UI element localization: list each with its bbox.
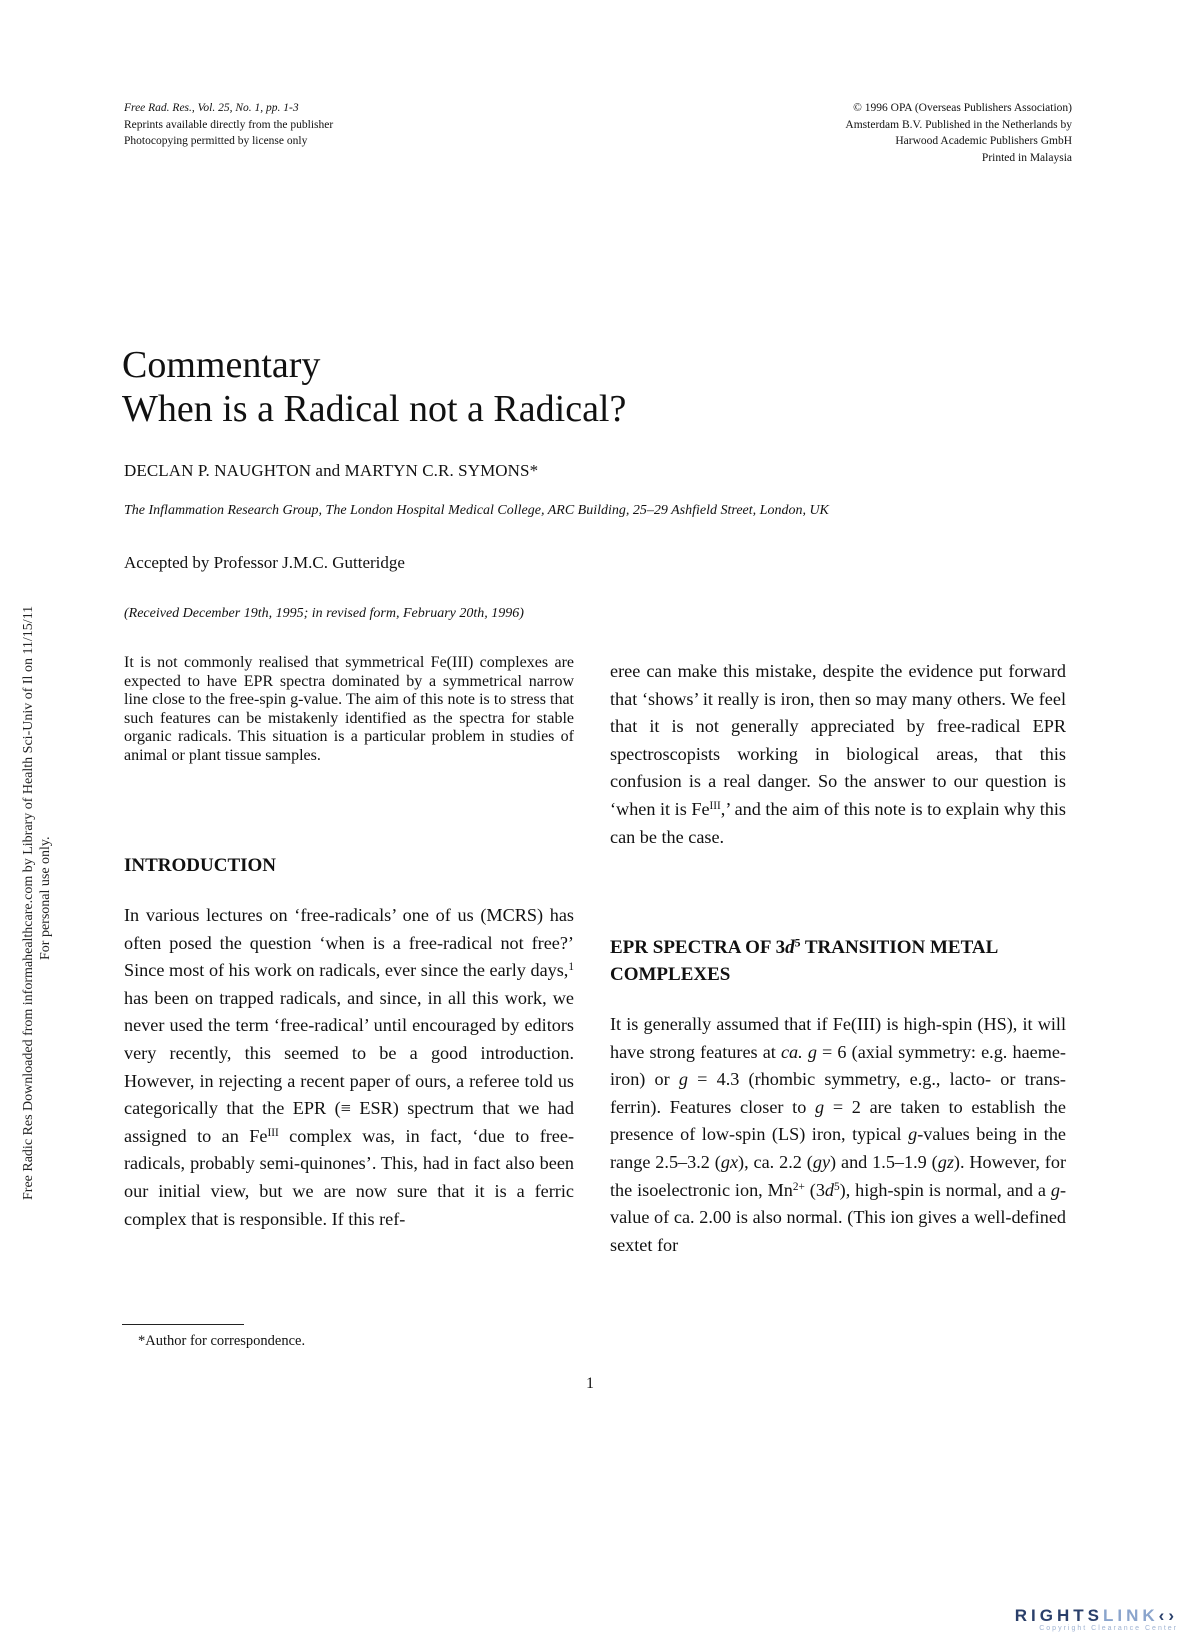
footnote-correspondence: *Author for correspondence. (138, 1333, 306, 1349)
rightslink-logo[interactable] (1015, 1606, 1178, 1632)
epr-spectra-paragraph: It is generally assumed that if Fe(III) is high-spin (HS), it will have strong features at ca. g = 6 (axial symmetry: e.g. haeme-iron) or g = 4.3 (rhombic symmetry, e.g., lacto- or trans-ferrin). Features closer to g = 2 are taken to establish the presence of low-spin (LS) iron, typical g-values being in the range 2.5–3.2 (gx), ca. 2.2 (gy) and 1.5–1.9 (gz). However, for the isoelectronic ion, $Mn^{2+}$ $(3d^5)$, high-spin is normal, and a g-value of ca. 2.00 is also normal. (This ion gives a well-defined sextet for (610, 1014, 1067, 1255)
download-notice (20, 606, 54, 1200)
rightslink-arrows-icon: ‹› (1158, 1606, 1178, 1625)
article-title (122, 343, 626, 431)
download-notice-line-2: For personal use only. (38, 836, 53, 960)
photocopy-note: Photocopying permitted by license only (124, 135, 308, 147)
rightslink-logo-dark: RIGHTS (1014, 1606, 1103, 1625)
author-list: DECLAN P. NAUGHTON and MARTYN C.R. SYMONS* (124, 461, 539, 480)
abstract: It is not commonly realised that symmetrical Fe(III) complexes are expected to have EPR spectra dominated by a symmetrical narrow line close to the free-spin g-value. The aim of this note is to stress that such features can be mistakenly identified as the spectra for stable organic radicals. This situation is a particular problem in studies of animal or plant tissue samples. (124, 654, 574, 764)
section-heading-introduction: INTRODUCTION (124, 855, 277, 876)
rightslink-logo-light: LINK (1103, 1606, 1159, 1625)
page-number: 1 (586, 1375, 594, 1392)
footnote-divider (122, 1324, 244, 1325)
download-watermark-sidebar (0, 0, 60, 1651)
reference-marker: 1 (568, 960, 574, 973)
journal-citation: Free Rad. Res., Vol. 25, No. 1, pp. 1-3 (124, 102, 299, 114)
journal-citation-block (124, 100, 333, 150)
introduction-continued-paragraph: eree can make this mistake, despite the evidence put forward that ‘shows’ it really is iron, then so may many others. We feel that it is not generally appreciated by free-radical EPR spectroscopists working in biological areas, that this confusion is a real danger. So the answer to our question is ‘when it is $Fe^{III}$,’ and the aim of this note is to explain why this can be the case. (610, 661, 1066, 847)
publisher-name: Harwood Academic Publishers GmbH (895, 135, 1072, 147)
affiliation: The Inflammation Research Group, The London Hospital Medical College, ARC Building, 25–29 Ashfield Street, London, UK (124, 503, 829, 518)
download-notice-line-1: Free Radic Res Downloaded from informahealthcare.com by Library of Health Sci-Univ of Il on 11/15/11 (21, 605, 36, 1200)
copyright-line: © 1996 OPA (Overseas Publishers Association) (853, 102, 1072, 114)
reprints-note: Reprints available directly from the publisher (124, 118, 334, 131)
publisher-line: Amsterdam B.V. Published in the Netherlands by (845, 118, 1072, 131)
copyright-block (845, 100, 1072, 166)
received-dates: (Received December 19th, 1995; in revised form, February 20th, 1996) (124, 606, 524, 621)
introduction-paragraph: In various lectures on ‘free-radicals’ one of us (MCRS) has often posed the question ‘when is a free-radical not free?’ Since most of his work on radicals, ever since the early days,$^1$ has been on trapped radicals, and since, in all this work, we never used the term ‘free-radical’ until encouraged by editors very recently, this seemed to be a good introduction. However, in rejecting a recent paper of ours, a referee told us categorically that the EPR (≡ ESR) spectrum that we had assigned to an $Fe^{III}$ complex was, in fact, ‘due to free-radicals, probably semi-quinones’. This, had in fact also been our initial view, but we are now sure that it is a ferric complex that is responsible. If this ref- (124, 905, 575, 1229)
accepted-by: Accepted by Professor J.M.C. Gutteridge (124, 553, 405, 572)
rightslink-tagline: Copyright Clearance Center (1039, 1625, 1178, 1632)
section-heading-epr-spectra: EPR SPECTRA OF $3d^5$ TRANSITION METAL COMPLEXES (610, 936, 998, 985)
printed-in: Printed in Malaysia (981, 151, 1072, 164)
title-line-2: When is a Radical not a Radical? (122, 388, 627, 430)
title-line-1: Commentary (122, 344, 321, 386)
